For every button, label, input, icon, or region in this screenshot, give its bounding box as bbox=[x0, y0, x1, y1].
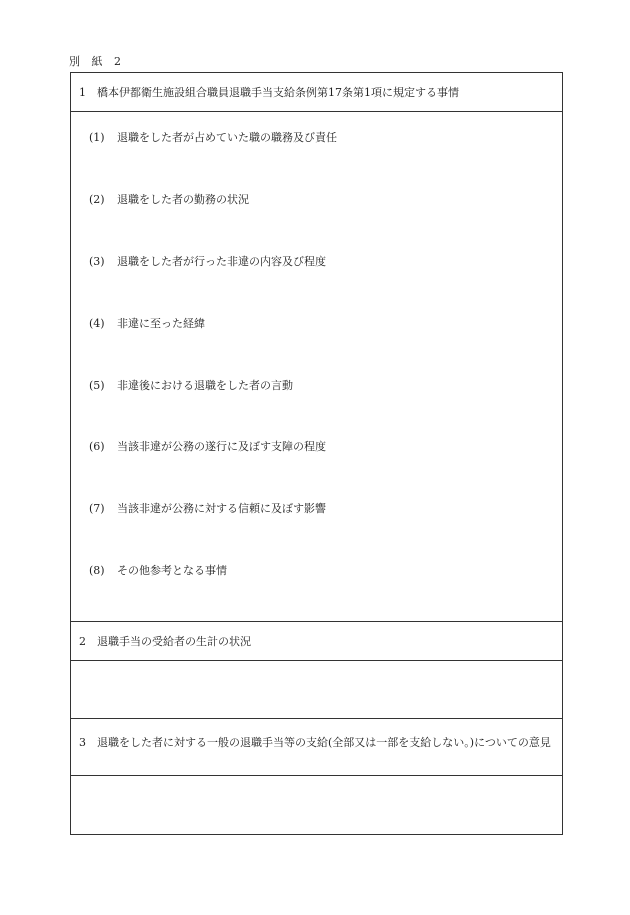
item-text: 非違に至った経緯 bbox=[117, 317, 205, 330]
section-1-title: 橋本伊都衛生施設組合職員退職手当支給条例第17条第1項に規定する事情 bbox=[97, 86, 459, 99]
section-1-number: 1 bbox=[79, 85, 86, 99]
item-text: 当該非違が公務に対する信頼に及ぼす影響 bbox=[117, 502, 326, 515]
item-number: (5) bbox=[89, 379, 105, 392]
item-number: (1) bbox=[89, 131, 105, 144]
list-item bbox=[89, 129, 337, 145]
section-3-number: 3 bbox=[79, 736, 86, 749]
section-2-entry-box[interactable] bbox=[71, 661, 562, 719]
item-text: 非違後における退職をした者の言動 bbox=[117, 379, 293, 392]
item-text: 当該非違が公務の遂行に及ぼす支障の程度 bbox=[117, 440, 326, 453]
attachment-label: 別 紙 2 bbox=[69, 55, 125, 68]
list-item bbox=[89, 562, 227, 578]
item-text: 退職をした者の勤務の状況 bbox=[117, 193, 249, 206]
item-number: (4) bbox=[89, 317, 105, 330]
section-3-title: 退職をした者に対する一般の退職手当等の支給(全部又は一部を支給しない。)についての意見 bbox=[97, 736, 551, 749]
section-1-items-box bbox=[71, 112, 562, 622]
item-number: (7) bbox=[89, 502, 105, 515]
section-1-heading bbox=[71, 73, 562, 112]
section-2-heading bbox=[71, 622, 562, 661]
list-item bbox=[89, 191, 249, 207]
item-text: その他参考となる事情 bbox=[117, 564, 227, 577]
list-item bbox=[89, 253, 326, 269]
item-number: (3) bbox=[89, 255, 105, 268]
section-3-heading bbox=[71, 719, 562, 776]
item-text: 退職をした者が行った非違の内容及び程度 bbox=[117, 255, 326, 268]
list-item bbox=[89, 315, 205, 331]
item-number: (6) bbox=[89, 440, 105, 453]
item-text: 退職をした者が占めていた職の職務及び責任 bbox=[117, 131, 337, 144]
section-2-number: 2 bbox=[79, 634, 86, 648]
item-number: (8) bbox=[89, 564, 105, 577]
list-item bbox=[89, 500, 326, 516]
form-table bbox=[70, 72, 563, 835]
list-item bbox=[89, 377, 293, 393]
item-number: (2) bbox=[89, 193, 105, 206]
list-item bbox=[89, 438, 326, 454]
section-3-entry-box[interactable] bbox=[71, 776, 562, 834]
section-2-title: 退職手当の受給者の生計の状況 bbox=[97, 635, 251, 648]
